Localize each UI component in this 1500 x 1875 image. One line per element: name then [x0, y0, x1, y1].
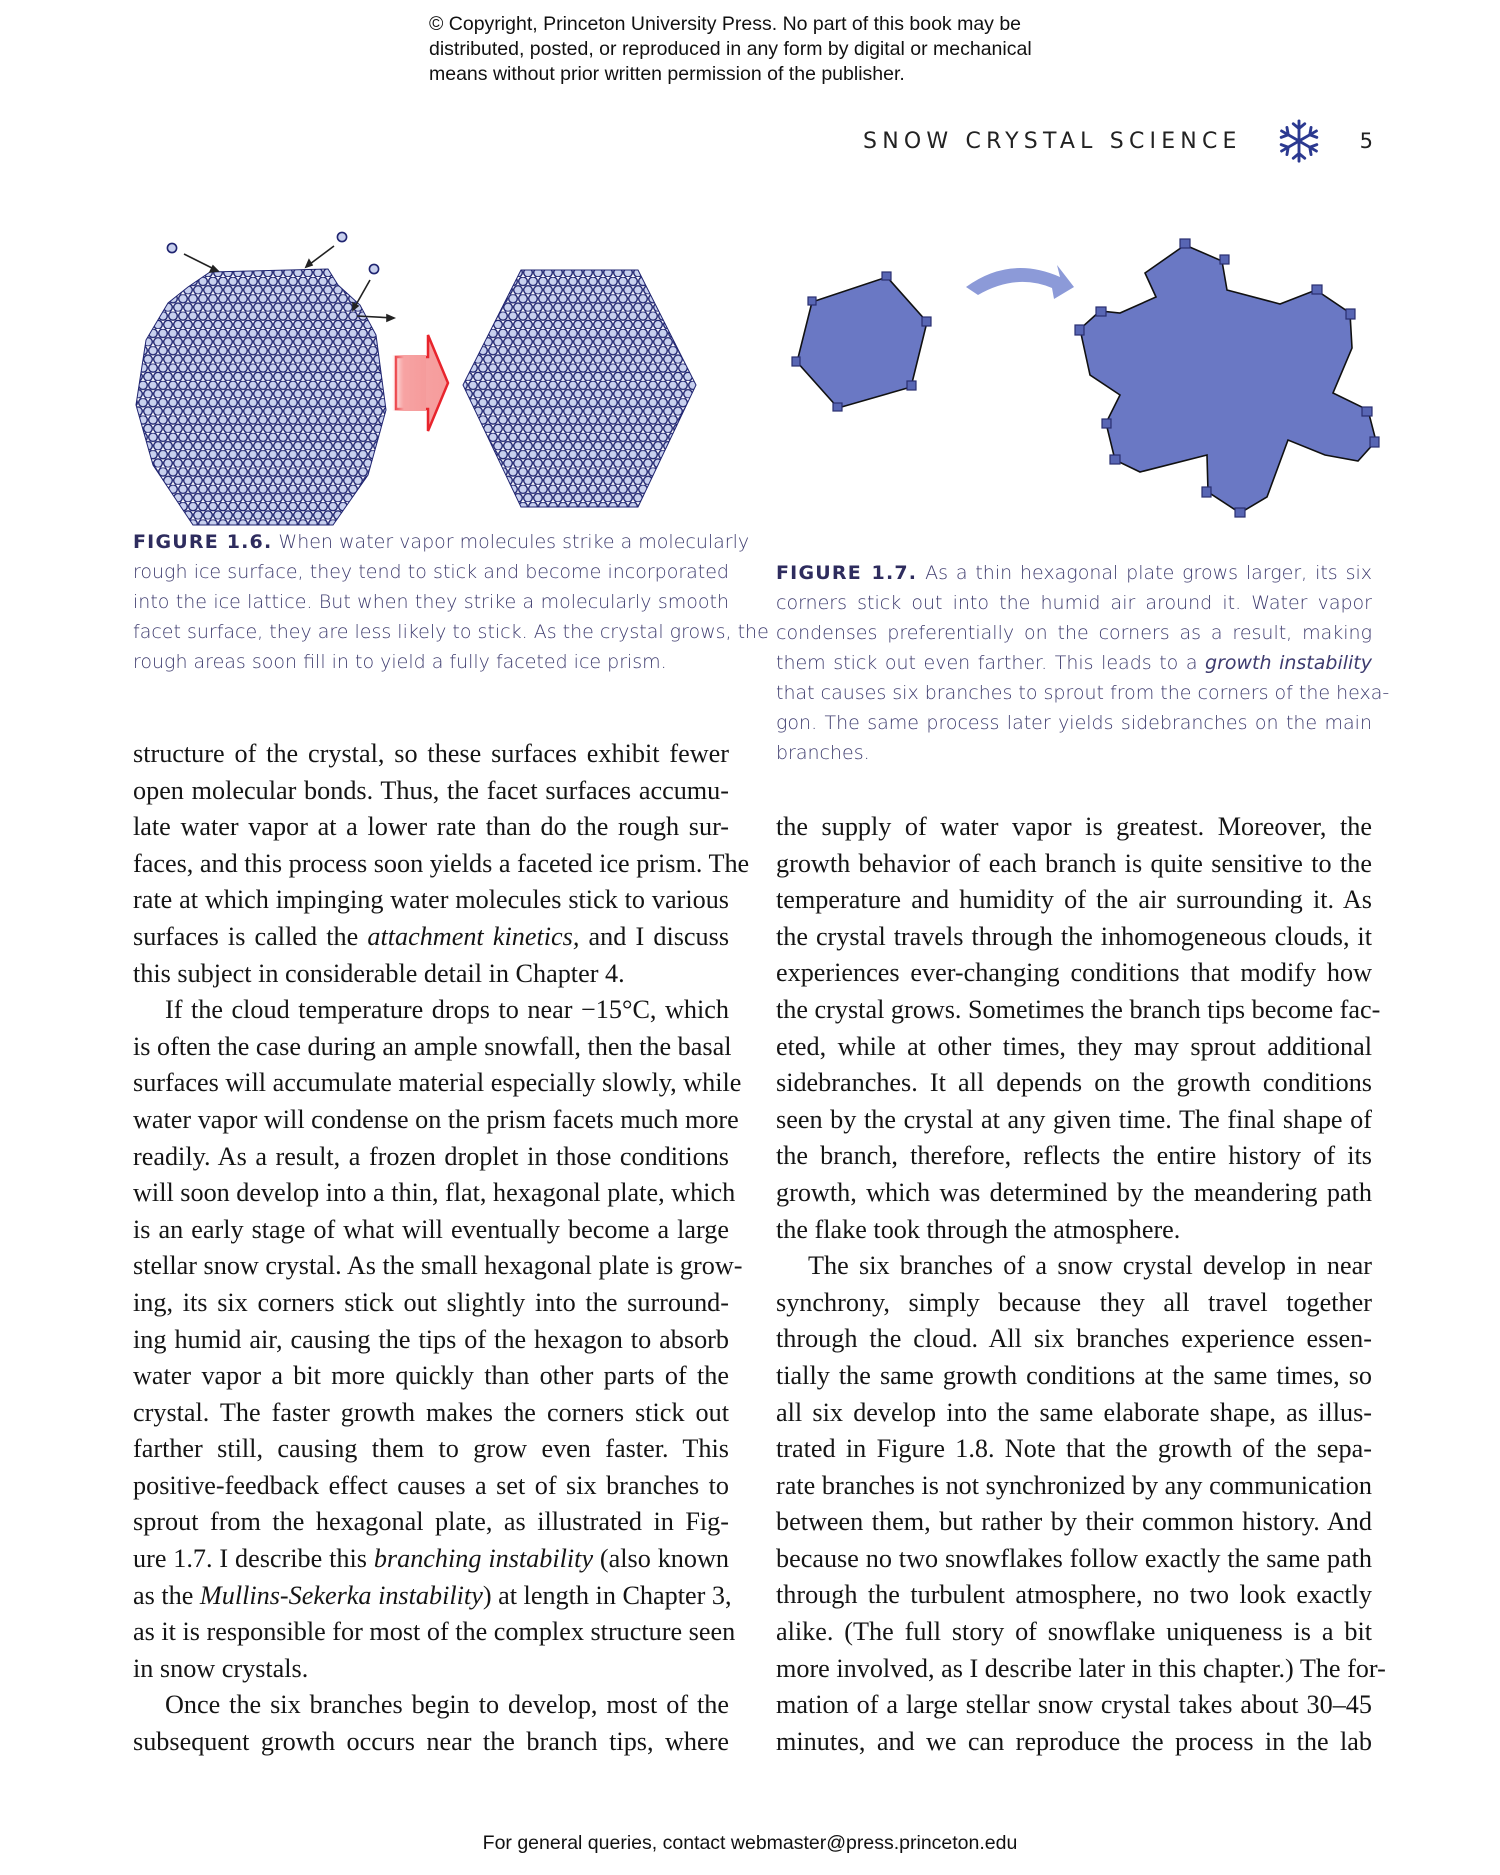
body-line: all six develop into the same elaborate shape, as illus- — [776, 1397, 1372, 1427]
italic-term: attachment kinetics, — [367, 921, 580, 951]
body-line: is often the case during an ample snowfall, then the basal — [133, 1031, 732, 1061]
body-line: Once the six branches begin to develop, most of the — [165, 1690, 729, 1720]
body-line: the crystal grows. Sometimes the branch tips become fac- — [776, 994, 1381, 1024]
caption-line: rough areas soon fill in to yield a fully faceted ice prism. — [133, 651, 667, 673]
copyright-line: means without prior written permission of the publisher. — [429, 63, 905, 85]
body-line: positive-feedback effect causes a set of six branches to — [133, 1470, 729, 1500]
caption-line: branches. — [776, 742, 870, 764]
body-line: sprout from the hexagonal plate, as illustrated in Fig- — [133, 1507, 729, 1537]
body-line: trated in Figure 1.8. Note that the growth of the sepa- — [776, 1434, 1372, 1464]
caption-line: gon. The same process later yields sidebranches on the main — [776, 712, 1372, 734]
body-line — [133, 1541, 729, 1578]
text: ) at length in Chapter 3, — [482, 1580, 732, 1610]
body-line: temperature and humidity of the air surrounding it. As — [776, 885, 1372, 915]
text: ure 1.7. I describe this — [133, 1544, 374, 1574]
body-column-left — [133, 736, 750, 1761]
body-line: rate at which impinging water molecules stick to various — [133, 885, 729, 915]
body-line: the crystal travels through the inhomogeneous clouds, it — [776, 921, 1372, 951]
small-hexagonal-plate — [792, 272, 931, 411]
body-line: faces, and this process soon yields a faceted ice prism. The — [133, 848, 750, 878]
caption-line: that causes six branches to sprout from the corners of the hexa- — [776, 682, 1390, 704]
body-line: water vapor a bit more quickly than other parts of the — [133, 1361, 729, 1391]
body-line — [133, 919, 729, 956]
body-line: subsequent growth occurs near the branch tips, where — [133, 1727, 729, 1757]
body-line — [133, 1578, 732, 1615]
running-head — [863, 118, 1373, 164]
body-line: late water vapor at a lower rate than do the rough sur- — [133, 812, 729, 842]
body-line: tially the same growth conditions at the same times, so — [776, 1360, 1372, 1390]
body-line: because no two snowflakes follow exactly the same path — [776, 1543, 1372, 1573]
body-line: eted, while at other times, they may sprout additional — [776, 1031, 1372, 1061]
body-line: experiences ever-changing conditions that modify how — [776, 958, 1372, 988]
body-line: ing, its six corners stick out slightly into the surround- — [133, 1287, 729, 1317]
body-line: between them, but rather by their common history. And — [776, 1507, 1372, 1537]
rough-lattice — [136, 269, 386, 525]
figure-1-7-caption — [776, 558, 1390, 768]
body-line: in snow crystals. — [133, 1653, 309, 1683]
text: (also known — [593, 1544, 729, 1574]
body-line: ing humid air, causing the tips of the hexagon to absorb — [133, 1324, 729, 1354]
copyright-notice — [429, 12, 1129, 87]
italic-term: growth instability — [1205, 652, 1372, 674]
caption-text: them stick out even farther. This leads to a — [776, 652, 1206, 674]
body-line: rate branches is not synchronized by any communication — [776, 1470, 1372, 1500]
stellar-plate — [1075, 239, 1379, 517]
body-line: the supply of water vapor is greatest. Moreover, the — [776, 812, 1372, 841]
figure-1-6-caption — [133, 527, 769, 677]
body-line: will soon develop into a thin, flat, hexagonal plate, which — [133, 1178, 736, 1208]
italic-term: branching instability — [373, 1544, 594, 1574]
body-line: open molecular bonds. Thus, the facet surfaces accumu- — [133, 775, 729, 805]
body-line: the flake took through the atmosphere. — [776, 1214, 1181, 1244]
body-line: stellar snow crystal. As the small hexagonal plate is grow- — [133, 1251, 743, 1281]
body-line: seen by the crystal at any given time. The final shape of — [776, 1104, 1372, 1134]
figure-label: FIGURE 1.6. — [133, 531, 273, 553]
figure-1-7-illustration — [770, 225, 1380, 545]
body-line: If the cloud temperature drops to near −15°C, which — [165, 995, 729, 1025]
running-head-title: SNOW CRYSTAL SCIENCE — [863, 128, 1242, 154]
copyright-line: © Copyright, Princeton University Press. No part of this book may be — [429, 13, 1022, 35]
caption-line: condenses preferentially on the corners as a result, making — [776, 622, 1372, 644]
italic-term: Mullins-Sekerka instability — [199, 1580, 483, 1610]
caption-line: facet surface, they are less likely to stick. As the crystal grows, the — [133, 621, 769, 643]
body-line: surfaces will accumulate material especially slowly, while — [133, 1068, 742, 1098]
snowflake-icon — [1276, 118, 1322, 164]
body-line: crystal. The faster growth makes the corners stick out — [133, 1397, 729, 1427]
body-line: the branch, therefore, reflects the entire history of its — [776, 1141, 1372, 1171]
caption-line: corners stick out into the humid air around it. Water vapor — [776, 592, 1372, 614]
body-line: growth behavior of each branch is quite sensitive to the — [776, 848, 1372, 878]
body-line: minutes, and we can reproduce the process in the lab — [776, 1726, 1372, 1756]
body-line: through the turbulent atmosphere, no two look exactly — [776, 1580, 1372, 1610]
growth-arrow — [966, 265, 1074, 299]
body-line: structure of the crystal, so these surfaces exhibit fewer — [133, 739, 729, 768]
text: and I discuss — [579, 921, 730, 951]
text: as the — [133, 1580, 200, 1610]
figure-label: FIGURE 1.7. — [776, 562, 918, 584]
body-column-right — [776, 809, 1386, 1760]
page-number: 5 — [1359, 129, 1373, 153]
body-line: is an early stage of what will eventually become a large — [133, 1214, 729, 1244]
body-line: The six branches of a snow crystal develop in near — [808, 1251, 1372, 1281]
body-line: through the cloud. All six branches experience essen- — [776, 1324, 1372, 1354]
copyright-line: distributed, posted, or reproduced in any form by digital or mechanical — [429, 38, 1032, 60]
body-line: sidebranches. It all depends on the growth conditions — [776, 1068, 1372, 1098]
body-line: alike. (The full story of snowflake uniqueness is a bit — [776, 1617, 1372, 1647]
body-line: growth, which was determined by the meandering path — [776, 1177, 1372, 1207]
body-line: as it is responsible for most of the complex structure seen — [133, 1617, 736, 1647]
text: surfaces is called the — [133, 921, 368, 951]
figure-1-6-illustration — [128, 225, 738, 540]
faceted-lattice — [463, 270, 696, 507]
body-line: farther still, causing them to grow even faster. This — [133, 1434, 729, 1464]
body-line: mation of a large stellar snow crystal takes about 30–45 — [776, 1690, 1372, 1720]
body-line: this subject in considerable detail in Chapter 4. — [133, 958, 625, 988]
caption-text: As a thin hexagonal plate grows larger, its six — [917, 562, 1372, 584]
footer-contact: For general queries, contact webmaster@press.princeton.edu — [482, 1832, 1018, 1854]
body-line: more involved, as I describe later in this chapter.) The for- — [776, 1653, 1386, 1683]
body-line: water vapor will condense on the prism facets much more — [133, 1104, 739, 1134]
caption-line: into the ice lattice. But when they strike a molecularly smooth — [133, 591, 729, 613]
body-line: synchrony, simply because they all travel together — [776, 1287, 1372, 1317]
transition-arrow — [392, 335, 448, 431]
caption-line: rough ice surface, they tend to stick and become incorporated — [133, 561, 729, 583]
caption-text: When water vapor molecules strike a molecularly — [272, 531, 750, 553]
body-line: readily. As a result, a frozen droplet in those conditions — [133, 1141, 729, 1171]
